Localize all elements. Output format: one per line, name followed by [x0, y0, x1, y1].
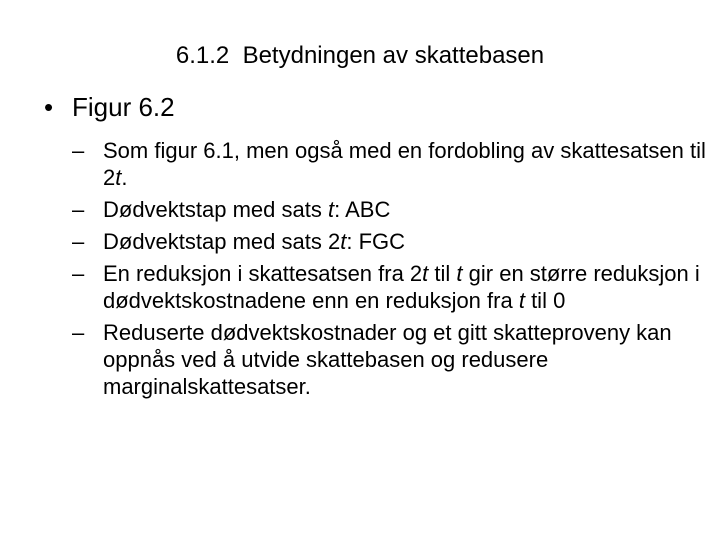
bullet-text: Figur 6.2	[72, 92, 175, 122]
sub-bullet-text: : ABC	[334, 197, 391, 222]
sub-bullet-italic-text: t	[456, 261, 463, 286]
slide-title: 6.1.2 Betydningen av skattebasen	[175, 42, 545, 69]
sub-bullet-text: : FGC	[346, 229, 406, 254]
sub-bullet-list	[72, 137, 712, 405]
sub-bullet-item	[72, 228, 712, 255]
sub-bullet-text: En reduksjon i skattesatsen fra 2	[103, 261, 423, 286]
sub-bullet-item	[72, 319, 712, 400]
sub-bullet-text: Som figur 6.1, men også med en fordobling av skattesatsen til 2	[103, 138, 706, 190]
sub-bullet-text: Dødvektstap med sats 2	[103, 229, 341, 254]
sub-bullet-marker: –	[72, 197, 85, 222]
sub-bullet-item	[72, 260, 712, 314]
sub-bullet-marker: –	[72, 229, 85, 254]
sub-bullet-text: til 0	[524, 288, 566, 313]
sub-bullet-italic-text: t	[340, 229, 347, 254]
sub-bullet-marker: –	[72, 320, 85, 345]
sub-bullet-text: til	[428, 261, 457, 286]
main-bullet	[44, 92, 175, 122]
sub-bullet-item	[72, 137, 712, 191]
sub-bullet-text: gir en større reduksjon i dødvektskostnadene enn en reduksjon fra	[103, 261, 700, 313]
sub-bullet-text: Dødvektstap med sats	[103, 197, 328, 222]
bullet-marker: •	[44, 92, 54, 122]
sub-bullet-italic-text: t	[115, 165, 122, 190]
sub-bullet-italic-text: t	[518, 288, 525, 313]
sub-bullet-marker: –	[72, 261, 85, 286]
sub-bullet-item	[72, 196, 712, 223]
sub-bullet-marker: –	[72, 138, 85, 163]
sub-bullet-italic-text: t	[422, 261, 429, 286]
sub-bullet-text: .	[121, 165, 128, 190]
sub-bullet-italic-text: t	[327, 197, 335, 222]
sub-bullet-text: Reduserte dødvektskostnader og et gitt skatteproveny kan oppnås ved å utvide skattebasen og redusere marginalskattesatser.	[103, 320, 672, 399]
